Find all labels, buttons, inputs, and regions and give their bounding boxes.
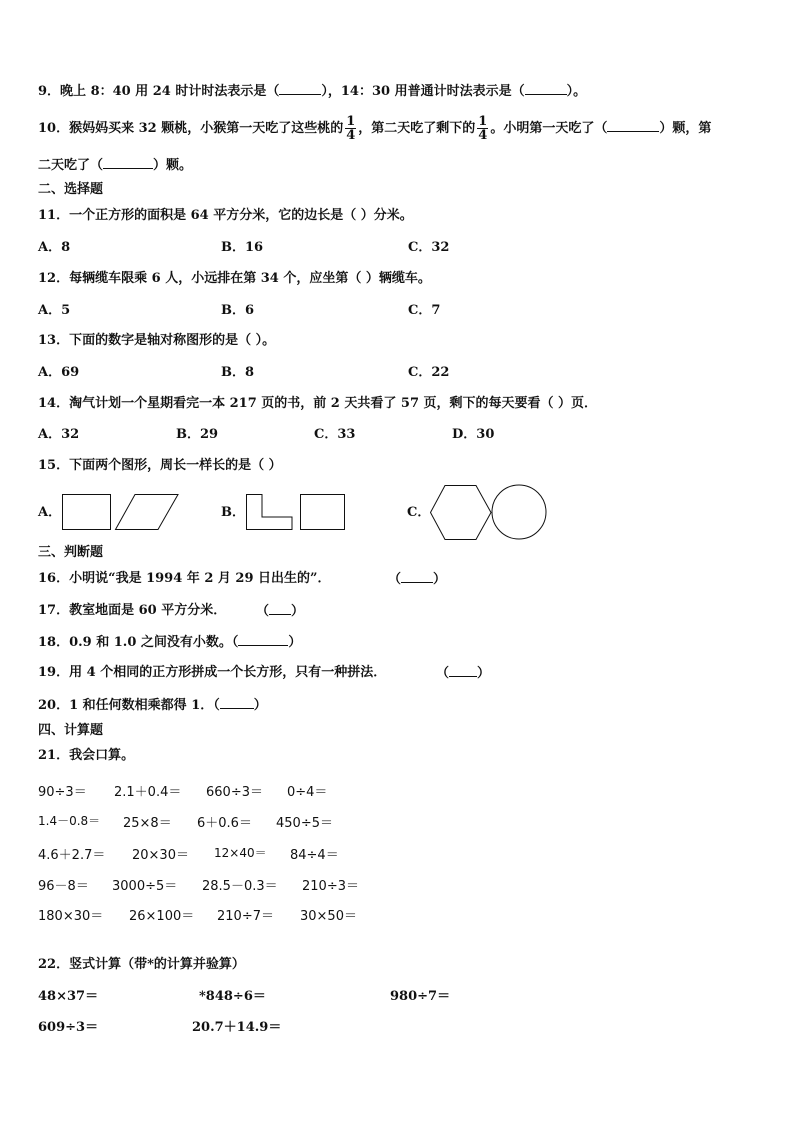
calc-item: 210÷3＝	[302, 879, 359, 894]
option-c[interactable]: C．33	[314, 427, 356, 442]
calc-item: 28.5－0.3＝	[202, 879, 278, 894]
calc-item: 20.7＋14.9＝	[192, 1020, 282, 1035]
question-22-title: 22．竖式计算（带*的计算并验算）	[38, 957, 245, 972]
q9-text-b: ），14：30 用普通计时法表示是（	[321, 84, 525, 99]
calc-item: 20×30＝	[132, 848, 189, 863]
question-9	[38, 83, 586, 100]
answer-blank[interactable]	[401, 571, 433, 583]
paren-close: ）	[477, 666, 491, 681]
paren-close: ）	[253, 698, 267, 713]
answer-blank[interactable]	[269, 603, 291, 615]
question-15: 15．下面两个图形，周长一样长的是（ ）	[38, 458, 282, 473]
fraction	[345, 115, 356, 142]
calc-item: 48×37＝	[38, 989, 99, 1004]
question-20	[38, 697, 267, 714]
paren-close: ）	[433, 572, 447, 587]
paren-close: ）	[288, 635, 302, 650]
q10-text-a: 10．猴妈妈买来 32 颗桃，小猴第一天吃了这些桃的	[38, 121, 344, 136]
option-b[interactable]: B．	[221, 505, 245, 520]
fraction	[477, 115, 488, 142]
l-shape-figure	[246, 494, 296, 532]
answer-blank[interactable]	[525, 83, 567, 95]
calc-item: 96－8＝	[38, 879, 89, 894]
option-b[interactable]: B．6	[221, 303, 255, 318]
fraction-denominator: 4	[346, 128, 356, 143]
question-17	[38, 603, 226, 619]
calc-item: 4.6＋2.7＝	[38, 848, 106, 863]
option-c[interactable]: C．32	[408, 240, 450, 255]
calc-item: 0÷4＝	[287, 785, 328, 800]
calc-item: 980÷7＝	[390, 989, 451, 1004]
parallelogram-figure	[115, 494, 179, 532]
question-10-line-2	[38, 157, 192, 174]
q9-text-c: ）。	[566, 84, 587, 99]
question-text: 20．1 和任何数相乘都得 1．（	[38, 698, 220, 713]
calc-item: 210÷7＝	[217, 909, 274, 924]
option-b[interactable]: B．16	[221, 240, 264, 255]
option-a[interactable]: A．8	[38, 240, 71, 255]
q10-line2-a: 二天吃了（	[38, 158, 104, 173]
calc-item: 26×100＝	[129, 909, 195, 924]
calc-item: 6＋0.6＝	[197, 816, 252, 831]
q10-line2-b: ）颗。	[153, 158, 193, 173]
question-text: 17．教室地面是 60 平方分米．	[38, 603, 227, 618]
calc-item: 12×40＝	[214, 846, 267, 860]
option-a[interactable]: A．69	[38, 365, 80, 380]
calc-item: 25×8＝	[123, 816, 172, 831]
square-figure	[62, 494, 112, 532]
q9-text-a: 9．晚上 8：40 用 24 时计时法表示是（	[38, 84, 280, 99]
answer-paren[interactable]	[388, 571, 446, 588]
square-figure	[300, 494, 346, 532]
question-18	[38, 634, 301, 651]
calc-item: 450÷5＝	[276, 816, 333, 831]
option-c[interactable]: C．7	[408, 303, 441, 318]
fraction-denominator: 4	[478, 128, 488, 143]
option-c[interactable]: C．22	[408, 365, 450, 380]
circle-figure	[491, 484, 549, 542]
calc-item: *848÷6＝	[199, 989, 266, 1004]
question-13: 13．下面的数字是轴对称图形的是（ ）。	[38, 333, 276, 348]
fraction-numerator: 1	[346, 114, 356, 129]
answer-blank[interactable]	[449, 665, 477, 677]
calc-item: 3000÷5＝	[112, 879, 178, 894]
q10-text-b: ，第二天吃了剩下的	[358, 121, 476, 136]
question-12: 12．每辆缆车限乘 6 人，小远排在第 34 个，应坐第（ ）辆缆车。	[38, 271, 431, 286]
answer-blank[interactable]	[220, 697, 254, 709]
option-d[interactable]: D．30	[452, 427, 495, 442]
option-b[interactable]: B．29	[176, 427, 219, 442]
question-text: 16．小明说“我是 1994 年 2 月 29 日出生的”．	[38, 571, 331, 586]
calc-item: 609÷3＝	[38, 1020, 99, 1035]
paren-open: （	[388, 572, 402, 587]
calc-item: 2.1＋0.4＝	[114, 785, 182, 800]
paren-open: （	[256, 604, 270, 619]
calc-item: 90÷3＝	[38, 785, 87, 800]
calc-item: 84÷4＝	[290, 848, 339, 863]
paren-close: ）	[291, 604, 305, 619]
option-a[interactable]: A．5	[38, 303, 71, 318]
calc-item: 30×50＝	[300, 909, 357, 924]
option-c[interactable]: C．	[407, 505, 431, 520]
calc-item: 1.4－0.8＝	[38, 814, 101, 828]
q10-text-d: ）颗，第	[659, 121, 712, 136]
answer-blank[interactable]	[238, 634, 288, 646]
question-19	[38, 665, 386, 681]
answer-paren[interactable]	[256, 603, 304, 620]
answer-blank[interactable]	[607, 120, 659, 132]
option-b[interactable]: B．8	[221, 365, 255, 380]
question-text: 18．0.9 和 1.0 之间没有小数。（	[38, 635, 239, 650]
calc-item: 180×30＝	[38, 909, 104, 924]
question-text: 19．用 4 个相同的正方形拼成一个长方形，只有一种拼法．	[38, 665, 387, 680]
question-14: 14．淘气计划一个星期看完一本 217 页的书，前 2 天共看了 57 页，剩下的每天要看（ ）页．	[38, 396, 598, 411]
option-a[interactable]: A．	[38, 505, 62, 520]
section-heading: 三、判断题	[38, 545, 104, 560]
hexagon-figure	[430, 485, 492, 541]
paren-open: （	[436, 666, 450, 681]
answer-blank[interactable]	[279, 83, 321, 95]
answer-paren[interactable]	[436, 665, 490, 682]
section-heading: 四、计算题	[38, 723, 104, 738]
option-a[interactable]: A．32	[38, 427, 80, 442]
question-21-title: 21．我会口算。	[38, 748, 135, 763]
question-10	[38, 112, 711, 146]
answer-blank[interactable]	[103, 157, 153, 169]
section-heading: 二、选择题	[38, 182, 104, 197]
calc-item: 660÷3＝	[206, 785, 263, 800]
question-16	[38, 571, 331, 587]
fraction-numerator: 1	[478, 114, 488, 129]
q10-text-c: 。小明第一天吃了（	[490, 121, 608, 136]
question-11: 11．一个正方形的面积是 64 平方分米，它的边长是（ ）分米。	[38, 208, 413, 223]
